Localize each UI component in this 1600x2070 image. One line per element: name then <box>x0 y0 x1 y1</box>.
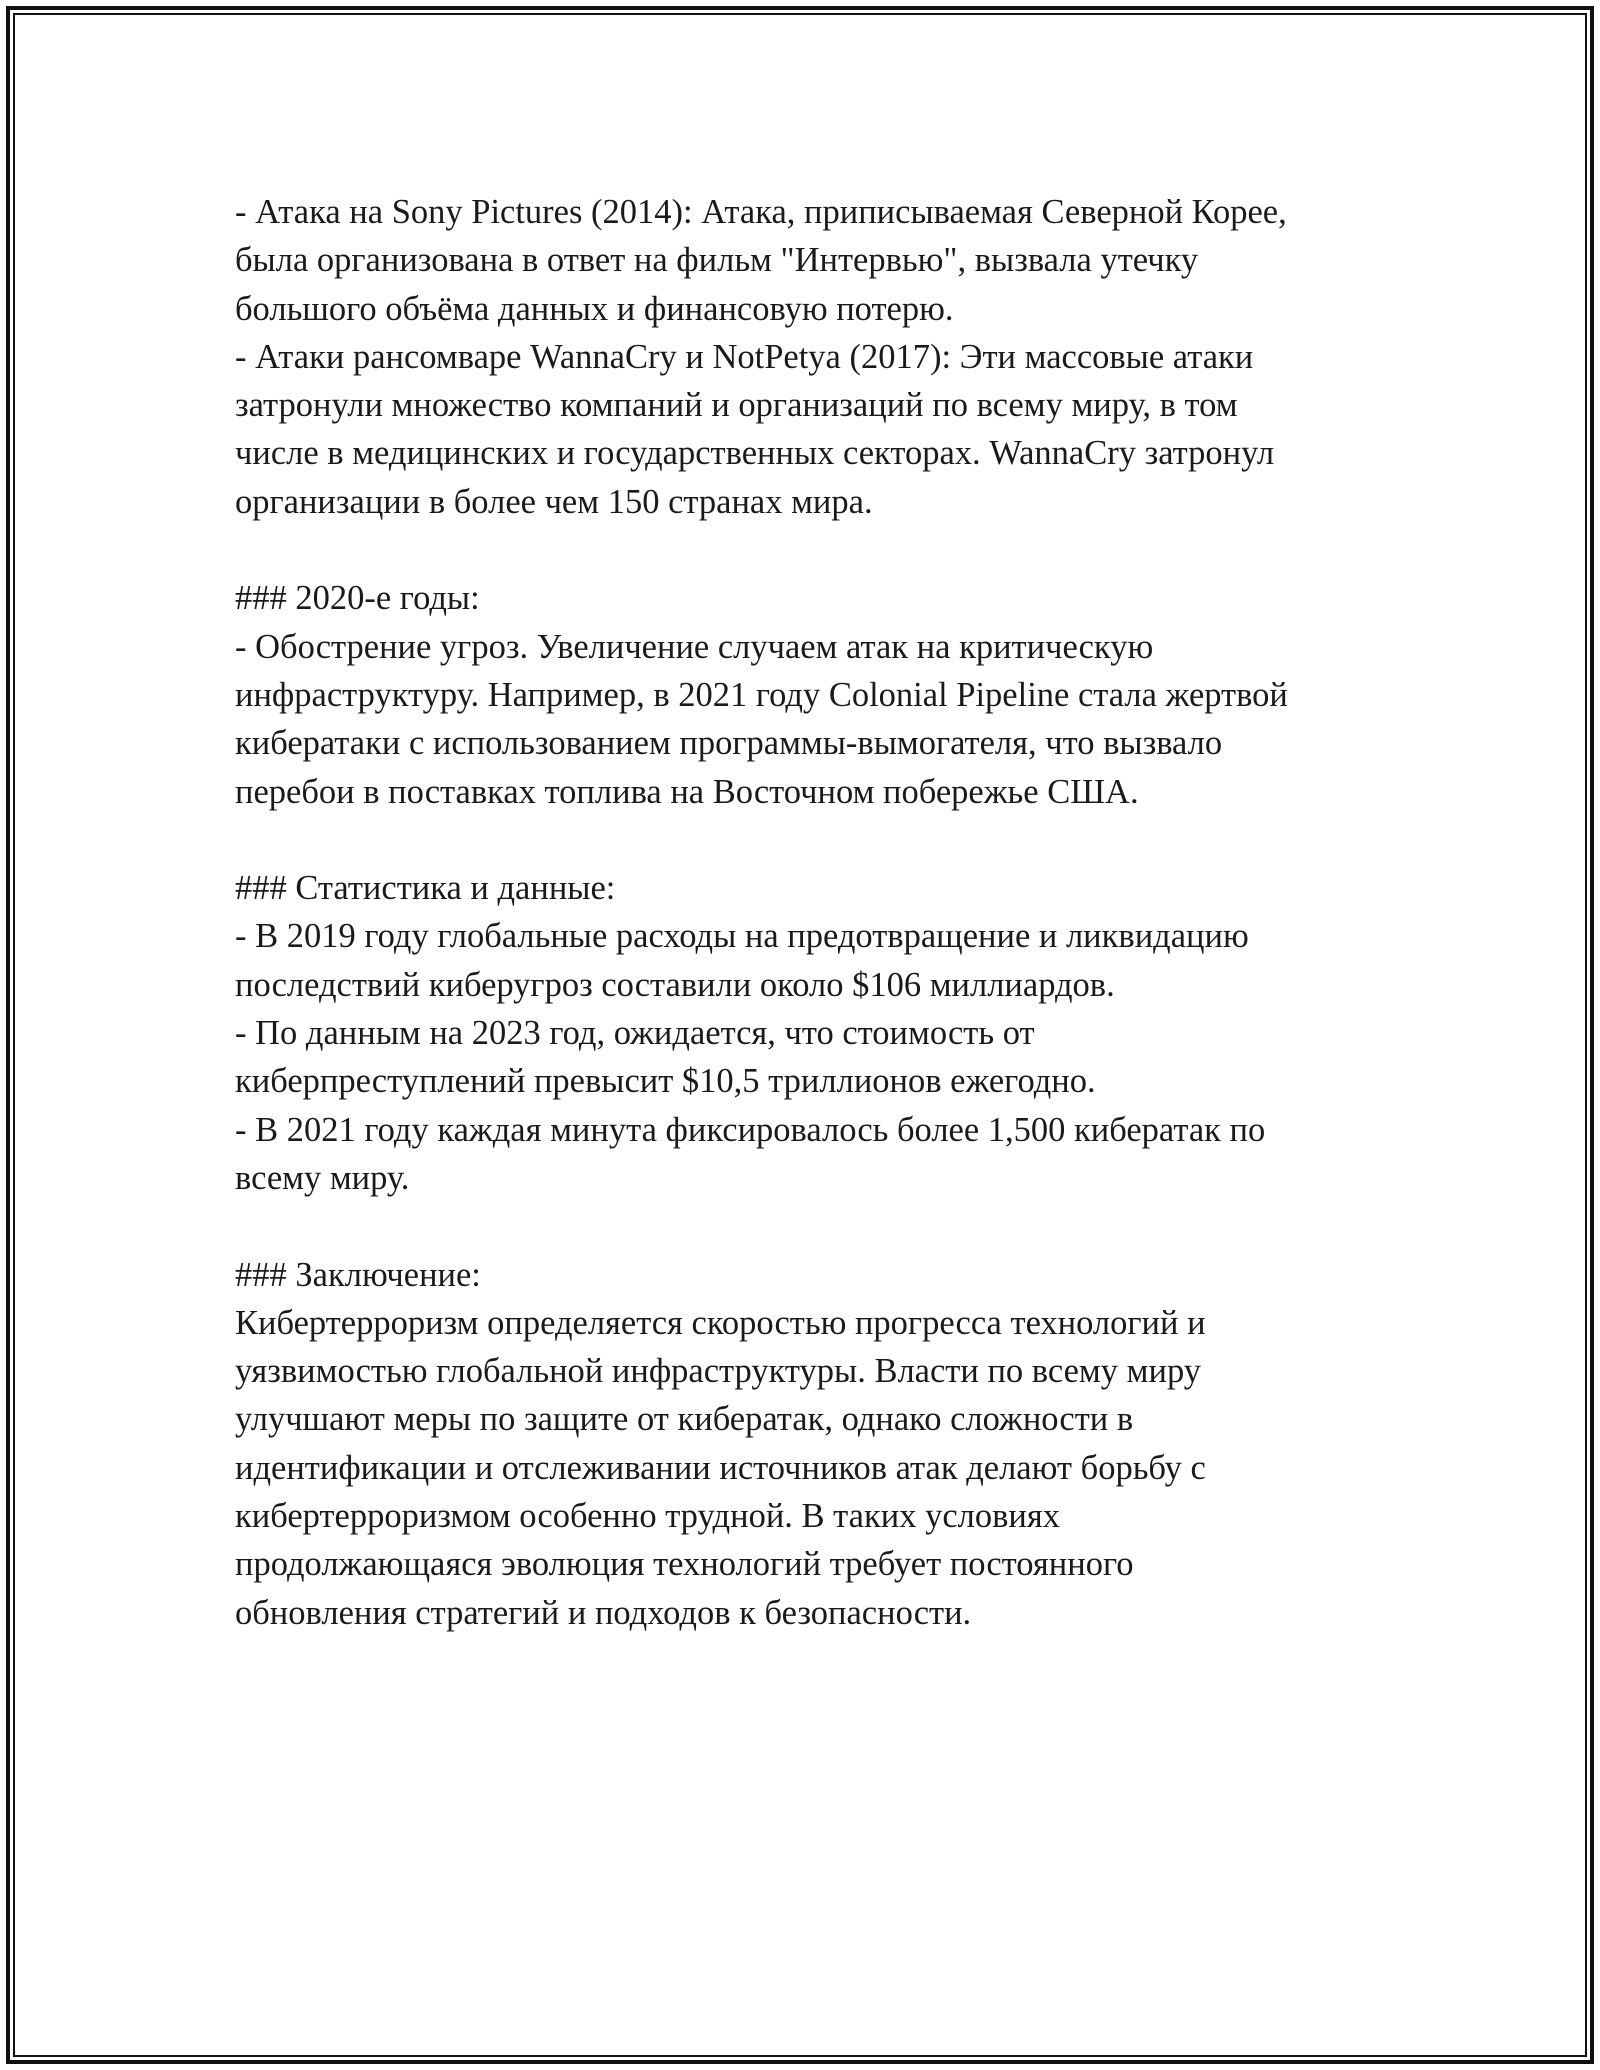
text-line: последствий киберугроз составили около $106 миллиардов. <box>235 965 1115 1004</box>
text-line: продолжающаяся эволюция технологий требует постоянного <box>235 1545 1134 1584</box>
section-heading-2020s <box>235 574 1385 622</box>
document-body <box>235 188 1385 1637</box>
paragraph-sony-attack <box>235 188 1385 333</box>
list-item-stat-2021 <box>235 1106 1385 1203</box>
text-line: числе в медицинских и государственных секторах. WannaCry затронул <box>235 434 1275 473</box>
text-line: - В 2021 году каждая минута фиксировалось более 1,500 кибератак по <box>235 1110 1266 1149</box>
text-line: организации в более чем 150 странах мира. <box>235 482 873 521</box>
blank-line <box>235 526 1385 574</box>
text-line: - Обострение угроз. Увеличение случаем атак на критическую <box>235 627 1154 666</box>
text-line: обновления стратегий и подходов к безопасности. <box>235 1593 972 1632</box>
list-item-stat-2023 <box>235 1009 1385 1106</box>
text-line: инфраструктуру. Например, в 2021 году Colonial Pipeline стала жертвой <box>235 675 1288 714</box>
text-line: идентификации и отслеживании источников атак делают борьбу с <box>235 1448 1206 1487</box>
blank-line <box>235 1202 1385 1250</box>
list-item-stat-2019 <box>235 912 1385 1009</box>
text-line: - Атака на Sony Pictures (2014): Атака, приписываемая Северной Корее, <box>235 193 1287 231</box>
paragraph-wannacry-notpetya <box>235 333 1385 526</box>
text-line: киберпреступлений превысит $10,5 триллионов ежегодно. <box>235 1062 1096 1101</box>
text-line: улучшают меры по защите от кибератак, однако сложности в <box>235 1400 1134 1439</box>
heading-text: ### Заключение: <box>235 1255 481 1294</box>
text-line: кибертерроризмом особенно трудной. В таких условиях <box>235 1497 1060 1536</box>
text-line: уязвимостью глобальной инфраструктуры. Власти по всему миру <box>235 1352 1201 1391</box>
section-heading-conclusion <box>235 1251 1385 1299</box>
text-line: всему миру. <box>235 1158 410 1197</box>
paragraph-threats <box>235 623 1385 816</box>
text-line: большого объёма данных и финансовую потерю. <box>235 289 954 328</box>
heading-text: ### Статистика и данные: <box>235 869 616 908</box>
text-line: затронули множество компаний и организаций по всему миру, в том <box>235 386 1238 425</box>
text-line: была организована в ответ на фильм "Интервью", вызвала утечку <box>235 241 1199 280</box>
section-heading-statistics <box>235 864 1385 912</box>
text-line: - Атаки рансомваре WannaCry и NotPetya (2017): Эти массовые атаки <box>235 337 1254 376</box>
text-line: - По данным на 2023 год, ожидается, что стоимость от <box>235 1014 1035 1053</box>
text-line: перебои в поставках топлива на Восточном побережье США. <box>235 772 1139 811</box>
text-line: кибератаки с использованием программы-вымогателя, что вызвало <box>235 724 1223 763</box>
paragraph-conclusion <box>235 1299 1385 1637</box>
heading-text: ### 2020-е годы: <box>235 579 480 618</box>
blank-line <box>235 816 1385 864</box>
text-line: - В 2019 году глобальные расходы на предотвращение и ликвидацию <box>235 917 1249 956</box>
text-line: Кибертерроризм определяется скоростью прогресса технологий и <box>235 1303 1206 1342</box>
